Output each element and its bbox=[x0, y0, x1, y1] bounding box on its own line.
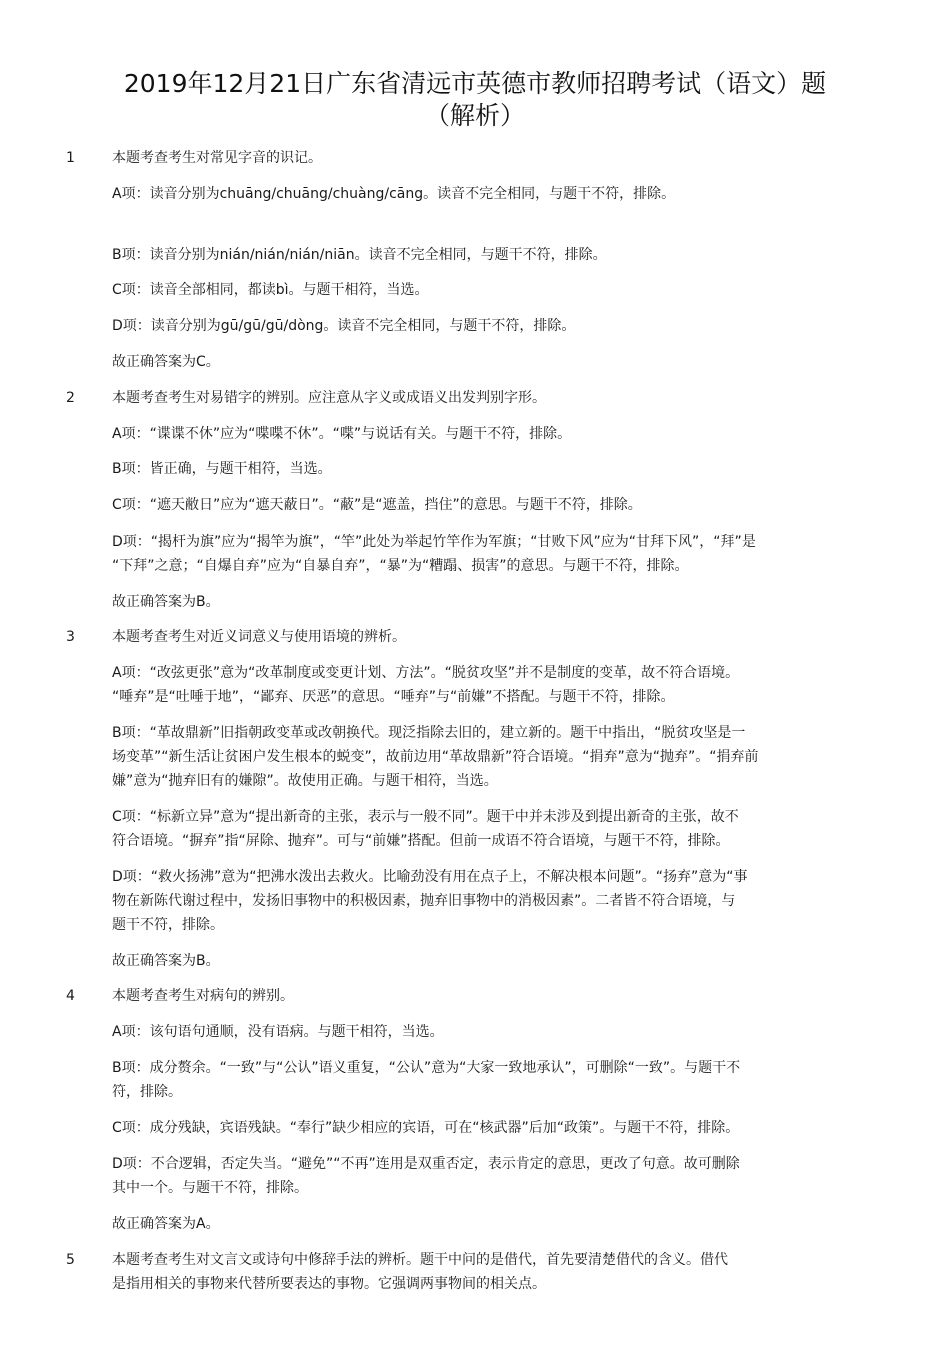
answer-line: 故正确答案为C。 bbox=[112, 354, 220, 370]
option-b: B项：“革故鼎新”旧指朝政变革或改朝换代。现泛指除去旧的，建立新的。题干中指出，“脱贫攻坚是一 bbox=[112, 725, 746, 741]
option-d: D项：“救火扬沸”意为“把沸水泼出去救火。比喻劲没有用在点子上，不解决根本问题”。“扬弃”意为“事 bbox=[112, 869, 748, 885]
option-c-continued: 符合语境。“摒弃”指“屏除、抛弃”。可与“前嫌”搭配。但前一成语不符合语境，与题干不符，排除。 bbox=[112, 833, 730, 849]
question-stem: 本题考查考生对易错字的辨别。应注意从字义或成语义出发判别字形。 bbox=[112, 390, 546, 406]
answer-line: 故正确答案为A。 bbox=[112, 1216, 220, 1232]
question-stem-continued: 是指用相关的事物来代替所要表达的事物。它强调两事物间的相关点。 bbox=[112, 1276, 546, 1292]
document-title-line-1: 2019年12月21日广东省清远市英德市教师招聘考试（语文）题 bbox=[123, 69, 827, 98]
option-a: A项：该句语句通顺，没有语病。与题干相符，当选。 bbox=[112, 1024, 444, 1040]
option-b-continued: 嫌”意为“抛弃旧有的嫌隙”。故使用正确。与题干相符，当选。 bbox=[112, 773, 498, 789]
option-c: C项：成分残缺，宾语残缺。“奉行”缺少相应的宾语，可在“核武器”后加“政策”。与题干不符，排除。 bbox=[112, 1120, 740, 1136]
question-stem: 本题考查考生对常见字音的识记。 bbox=[112, 150, 322, 166]
option-d-continued: “下拜”之意；“自爆自弃”应为“自暴自弃”，“暴”为“糟蹋、损害”的意思。与题干不符，排除。 bbox=[112, 558, 689, 574]
option-c: C项：读音全部相同，都读bì。与题干相符，当选。 bbox=[112, 282, 429, 298]
answer-line: 故正确答案为B。 bbox=[112, 953, 220, 969]
document-title bbox=[60, 68, 890, 132]
option-a: A项：“谍谍不休”应为“喋喋不休”。“喋”与说话有关。与题干不符，排除。 bbox=[112, 426, 572, 442]
question-number: 4 bbox=[66, 988, 75, 1004]
question-stem: 本题考查考生对文言文或诗句中修辞手法的辨析。题干中问的是借代，首先要清楚借代的含义。借代 bbox=[112, 1252, 728, 1268]
question-number: 1 bbox=[66, 150, 75, 166]
option-d: D项：“揭杆为旗”应为“揭竿为旗”，“竿”此处为举起竹竿作为军旗；“甘败下风”应为“甘拜下风”，“拜”是 bbox=[112, 534, 756, 550]
question-number: 2 bbox=[66, 390, 75, 406]
option-b-continued: 场变革”“新生活让贫困户发生根本的蜕变”，故前边用“革故鼎新”符合语境。“捐弃”意为“抛弃”。“捐弃前 bbox=[112, 749, 759, 765]
option-c: C项：“标新立异”意为“提出新奇的主张，表示与一般不同”。题干中并未涉及到提出新奇的主张，故不 bbox=[112, 809, 739, 825]
option-d: D项：不合逻辑，否定失当。“避免”“不再”连用是双重否定，表示肯定的意思，更改了句意。故可删除 bbox=[112, 1156, 740, 1172]
option-a: A项：“改弦更张”意为“改革制度或变更计划、方法”。“脱贫攻坚”并不是制度的变革，故不符合语境。 bbox=[112, 665, 740, 681]
option-c: C项：“遮天敝日”应为“遮天蔽日”。“蔽”是“遮盖，挡住”的意思。与题干不符，排除。 bbox=[112, 497, 642, 513]
document-title-line-2: （解析） bbox=[424, 101, 525, 130]
option-d: D项：读音分别为gū/gū/gū/dòng。读音不完全相同，与题干不符，排除。 bbox=[112, 318, 576, 334]
question-number: 3 bbox=[66, 629, 75, 645]
option-a-continued: “唾弃”是“吐唾于地”，“鄙弃、厌恶”的意思。“唾弃”与“前嫌”不搭配。与题干不符，排除。 bbox=[112, 689, 675, 705]
option-b: B项：读音分别为nián/nián/nián/niān。读音不完全相同，与题干不符，排除。 bbox=[112, 247, 607, 263]
option-d-continued: 物在新陈代谢过程中，发扬旧事物中的积极因素，抛弃旧事物中的消极因素”。二者皆不符合语境，与 bbox=[112, 893, 736, 909]
option-d-continued: 其中一个。与题干不符，排除。 bbox=[112, 1180, 308, 1196]
option-b: B项：成分赘余。“一致”与“公认”语义重复，“公认”意为“大家一致地承认”，可删除“一致”。与题干不 bbox=[112, 1060, 741, 1076]
option-b-continued: 符，排除。 bbox=[112, 1084, 182, 1100]
question-number: 5 bbox=[66, 1252, 75, 1268]
option-a: A项：读音分别为chuāng/chuāng/chuàng/cāng。读音不完全相同，与题干不符，排除。 bbox=[112, 186, 676, 202]
question-stem: 本题考查考生对近义词意义与使用语境的辨析。 bbox=[112, 629, 406, 645]
option-d-continued: 题干不符，排除。 bbox=[112, 917, 224, 933]
option-b: B项：皆正确，与题干相符，当选。 bbox=[112, 461, 332, 477]
question-stem: 本题考查考生对病句的辨别。 bbox=[112, 988, 294, 1004]
answer-line: 故正确答案为B。 bbox=[112, 594, 220, 610]
